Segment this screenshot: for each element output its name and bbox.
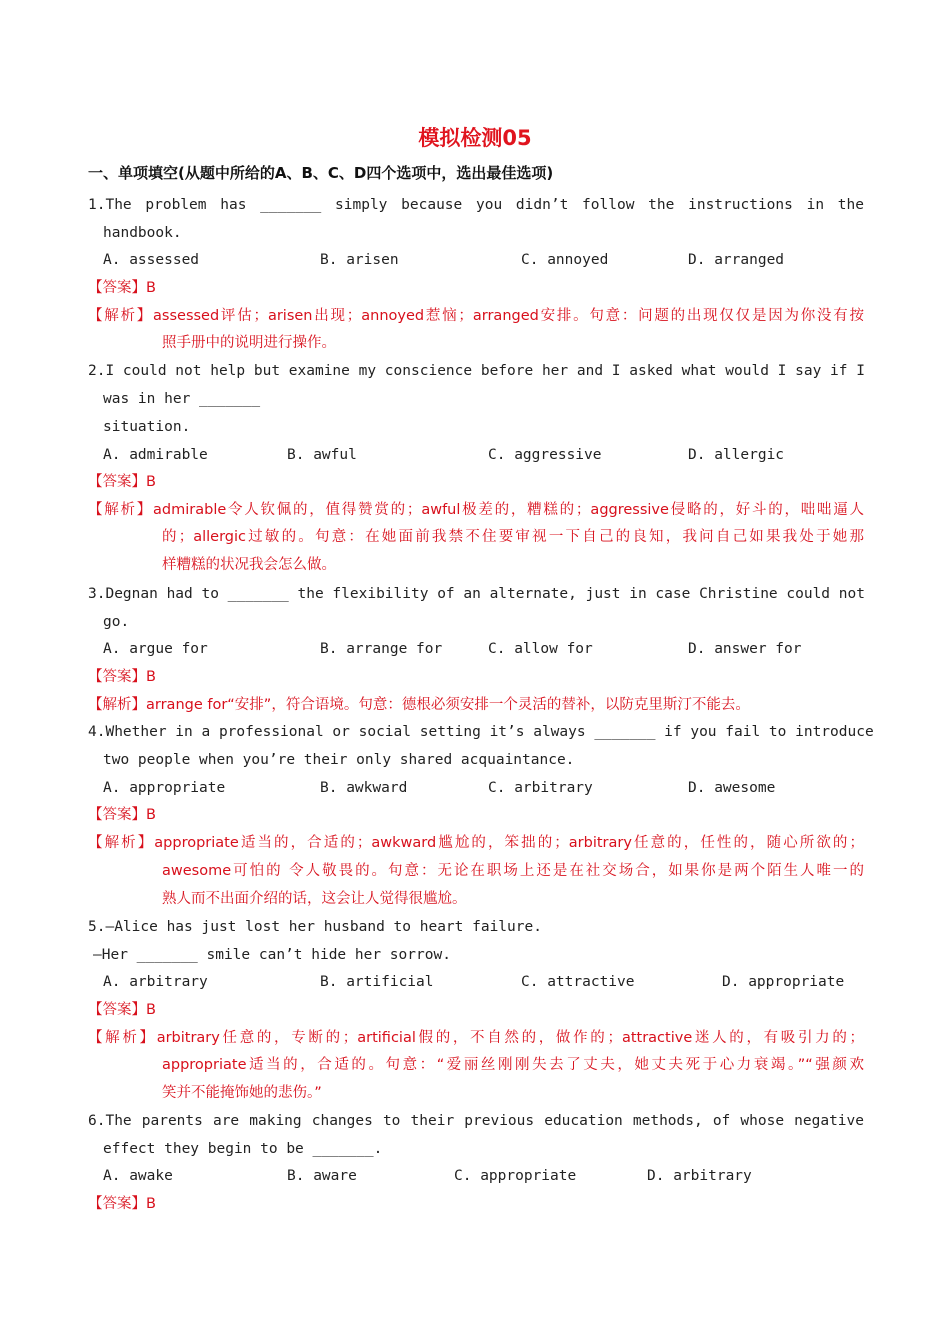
- option-b: B. artificial: [320, 974, 434, 990]
- option-a: A. appropriate: [103, 780, 226, 796]
- question-5-text: 5.—Alice has just lost her husband to heart failure.: [88, 919, 542, 935]
- option-c: C. appropriate: [454, 1168, 577, 1184]
- analysis-2-cont: 的；allergic过敏的。句意：在她面前我禁不住要审视一下自己的良知，我问自己如果我处于她那: [162, 529, 864, 545]
- question-1-text-cont: handbook.: [103, 225, 182, 241]
- analysis-2: 【解析】admirable令人钦佩的，值得赞赏的；awful极差的，糟糕的；aggressive侵略的，好斗的，咄咄逼人: [88, 502, 864, 518]
- option-a: A. arbitrary: [103, 974, 208, 990]
- option-b: B. awful: [287, 447, 357, 463]
- analysis-3: 【解析】arrange for“安排”，符合语境。句意：德根必须安排一个灵活的替补，以防克里斯汀不能去。: [88, 697, 750, 713]
- option-d: D. appropriate: [722, 974, 845, 990]
- analysis-1-cont: 照手册中的说明进行操作。: [162, 335, 336, 351]
- section-heading: 一、单项填空(从题中所给的A、B、C、D四个选项中，选出最佳选项): [88, 164, 554, 182]
- option-a: A. admirable: [103, 447, 208, 463]
- option-b: B. arrange for: [320, 641, 443, 657]
- question-1-text: 1.The problem has _______ simply because you didn’t follow the instructions in the: [88, 197, 864, 213]
- option-b: B. awkward: [320, 780, 408, 796]
- analysis-4-cont: awesome可怕的 令人敬畏的。句意：无论在职场上还是在社交场合，如果你是两个陌生人唯一的: [162, 863, 864, 879]
- option-a: A. argue for: [103, 641, 208, 657]
- option-d: D. awesome: [688, 780, 776, 796]
- option-b: B. aware: [287, 1168, 357, 1184]
- option-d: D. arbitrary: [647, 1168, 752, 1184]
- analysis-5-cont: appropriate适当的，合适的。句意：“爱丽丝刚刚失去了丈夫，她丈夫死于心力衰竭。”“强颜欢: [162, 1057, 864, 1073]
- analysis-2-cont2: 样糟糕的状况我会怎么做。: [162, 557, 336, 573]
- analysis-5: 【解析】arbitrary任意的，专断的；artificial假的，不自然的，做作的；attractive迷人的，有吸引力的；: [88, 1030, 864, 1046]
- answer-5: 【答案】B: [88, 1002, 156, 1018]
- question-2-text-cont2: situation.: [103, 419, 191, 435]
- option-c: C. attractive: [521, 974, 635, 990]
- answer-4: 【答案】B: [88, 807, 156, 823]
- analysis-4-cont2: 熟人而不出面介绍的话，这会让人觉得很尴尬。: [162, 891, 467, 907]
- question-2-text-cont: was in her _______: [103, 391, 261, 407]
- answer-6: 【答案】B: [88, 1196, 156, 1212]
- question-2-text: 2.I could not help but examine my conscience before her and I asked what would I say if I: [88, 363, 865, 379]
- analysis-5-cont2: 笑并不能掩饰她的悲伤。”: [162, 1085, 322, 1101]
- option-c: C. allow for: [488, 641, 593, 657]
- option-d: D. arranged: [688, 252, 785, 268]
- analysis-4: 【解析】appropriate适当的，合适的；awkward尴尬的，笨拙的；arbitrary任意的，任性的，随心所欲的；: [88, 835, 864, 851]
- option-d: D. answer for: [688, 641, 802, 657]
- option-c: C. arbitrary: [488, 780, 593, 796]
- page-title: 模拟检测05: [418, 126, 532, 150]
- option-a: A. awake: [103, 1168, 173, 1184]
- analysis-1: 【解析】assessed评估；arisen出现；annoyed惹恼；arranged安排。句意：问题的出现仅仅是因为你没有按: [88, 308, 864, 324]
- option-c: C. annoyed: [521, 252, 609, 268]
- question-6-text-cont: effect they begin to be _______.: [103, 1141, 383, 1157]
- question-6-text: 6.The parents are making changes to their previous education methods, of whose negative: [88, 1113, 864, 1129]
- answer-2: 【答案】B: [88, 474, 156, 490]
- answer-1: 【答案】B: [88, 280, 156, 296]
- question-5-text-cont: —Her _______ smile can’t hide her sorrow.: [93, 947, 451, 963]
- question-3-text-cont: go.: [103, 614, 130, 630]
- answer-3: 【答案】B: [88, 669, 156, 685]
- option-c: C. aggressive: [488, 447, 602, 463]
- option-a: A. assessed: [103, 252, 200, 268]
- question-3-text: 3.Degnan had to _______ the flexibility of an alternate, just in case Christine could not: [88, 586, 865, 602]
- option-d: D. allergic: [688, 447, 785, 463]
- option-b: B. arisen: [320, 252, 399, 268]
- question-4-text: 4.Whether in a professional or social setting it’s always _______ if you fail to introduce: [88, 724, 874, 740]
- question-4-text-cont: two people when you’re their only shared acquaintance.: [103, 752, 575, 768]
